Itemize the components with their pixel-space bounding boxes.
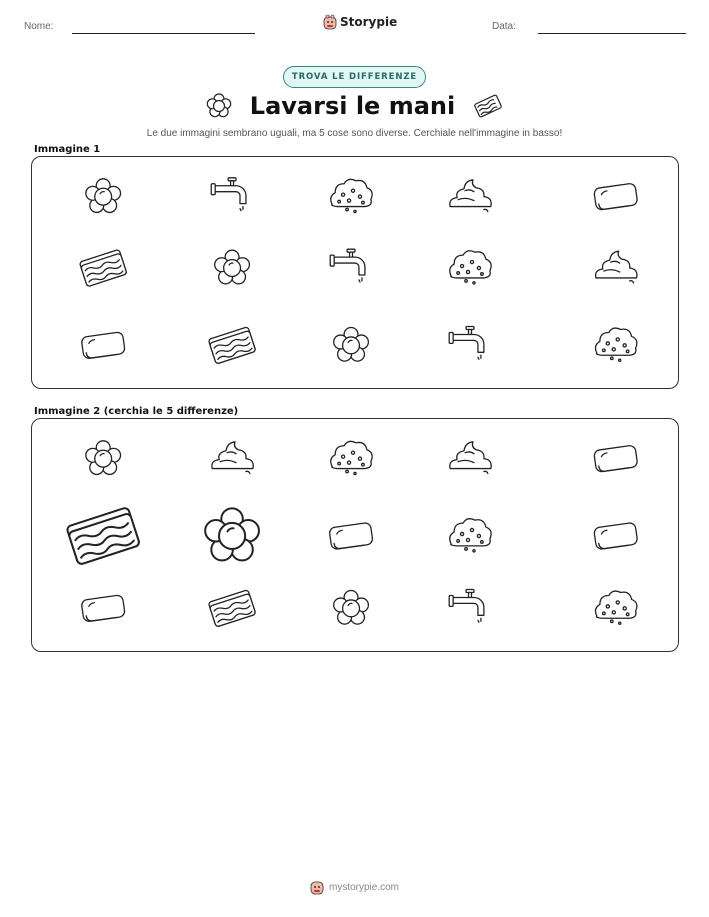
sponge-icon <box>473 93 503 119</box>
image1-label: Immagine 1 <box>34 144 101 155</box>
brand-logo <box>323 14 397 30</box>
date-field[interactable] <box>538 33 686 34</box>
storypie-mascot-icon <box>323 14 337 30</box>
foam-icon[interactable] <box>450 251 491 284</box>
flower-icon[interactable] <box>215 250 250 284</box>
image1-grid <box>32 157 678 388</box>
flower-icon[interactable] <box>334 328 369 362</box>
foam-icon[interactable] <box>595 328 636 361</box>
soap-bar-icon[interactable] <box>594 183 638 210</box>
storypie-mascot-icon <box>310 879 324 895</box>
flower-icon[interactable] <box>86 441 121 475</box>
soap-bar-icon[interactable] <box>594 445 638 472</box>
foam-icon[interactable] <box>595 591 636 624</box>
flower-icon[interactable] <box>205 508 259 560</box>
title-row <box>0 92 709 120</box>
faucet-icon[interactable] <box>449 590 484 623</box>
image2-panel[interactable] <box>31 418 679 652</box>
brand-name: Storypie <box>340 15 398 29</box>
footer-url[interactable]: mystorypie.com <box>328 881 399 893</box>
foam-icon[interactable] <box>331 179 372 212</box>
sponge-icon[interactable] <box>66 507 140 565</box>
faucet-icon[interactable] <box>330 249 365 282</box>
cream-icon[interactable] <box>596 251 637 283</box>
name-field[interactable] <box>72 33 255 34</box>
date-label: Data: <box>492 21 516 32</box>
soap-bar-icon[interactable] <box>81 595 125 622</box>
flower-icon[interactable] <box>334 591 369 625</box>
sponge-icon[interactable] <box>79 249 127 286</box>
flower-icon[interactable] <box>86 179 121 213</box>
activity-badge: TROVA LE DIFFERENZE <box>283 66 426 88</box>
flower-icon <box>206 93 232 119</box>
name-label: Nome: <box>24 21 54 32</box>
image2-label: Immagine 2 (cerchia le 5 differenze) <box>34 406 239 417</box>
page-title: Lavarsi le mani <box>249 92 456 120</box>
sponge-icon[interactable] <box>208 590 256 627</box>
faucet-icon[interactable] <box>449 327 484 360</box>
foam-icon[interactable] <box>331 441 372 474</box>
instructions: Le due immagini sembrano uguali, ma 5 cose sono diverse. Cerchiale nell'immagine in basso! <box>146 128 563 139</box>
cream-icon[interactable] <box>450 180 491 212</box>
soap-bar-icon[interactable] <box>81 332 125 359</box>
foam-icon[interactable] <box>450 519 491 552</box>
footer <box>0 879 709 895</box>
image1-panel <box>31 156 679 389</box>
cream-icon[interactable] <box>212 442 253 474</box>
soap-bar-icon[interactable] <box>329 522 373 549</box>
image2-grid[interactable] <box>32 419 678 651</box>
soap-bar-icon[interactable] <box>594 522 638 549</box>
cream-icon[interactable] <box>450 442 491 474</box>
sponge-icon[interactable] <box>208 327 256 364</box>
faucet-icon[interactable] <box>211 178 246 211</box>
